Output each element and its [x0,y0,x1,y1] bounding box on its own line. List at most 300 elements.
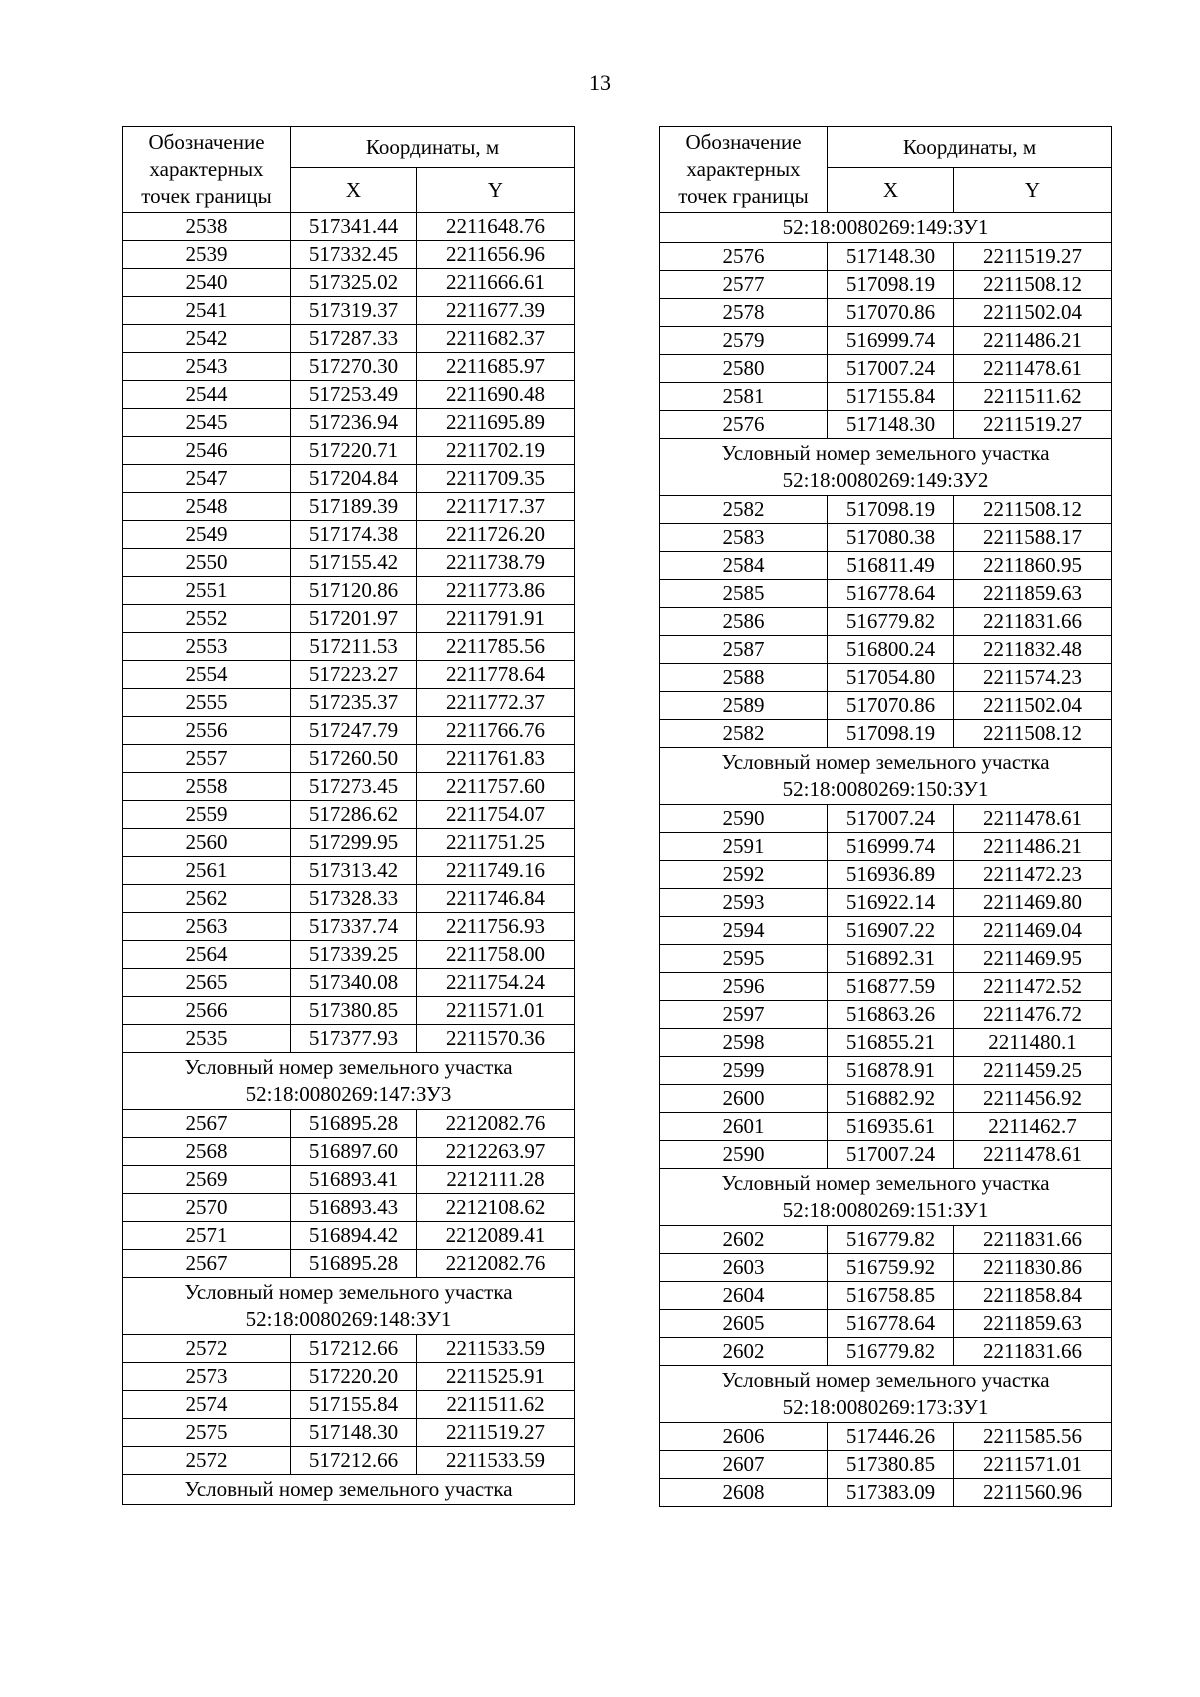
point-number: 2584 [660,552,828,580]
table-row [123,969,575,997]
x-coordinate: 516855.21 [828,1029,954,1057]
x-coordinate: 517273.45 [291,773,417,801]
x-coordinate: 516936.89 [828,861,954,889]
table-row [123,465,575,493]
x-coordinate: 517174.38 [291,521,417,549]
table-row [123,913,575,941]
coordinates-table-left [122,126,575,1505]
y-coordinate: 2211831.66 [954,608,1112,636]
point-number: 2572 [123,1447,291,1475]
y-coordinate: 2211478.61 [954,1141,1112,1169]
y-coordinate: 2211695.89 [417,409,575,437]
point-number: 2559 [123,801,291,829]
x-coordinate: 517383.09 [828,1479,954,1507]
table-row [660,1254,1112,1282]
point-number: 2576 [660,411,828,439]
y-coordinate: 2211702.19 [417,437,575,465]
table-row [660,299,1112,327]
y-coordinate: 2211830.86 [954,1254,1112,1282]
y-coordinate: 2211690.48 [417,381,575,409]
y-coordinate: 2211533.59 [417,1335,575,1363]
y-coordinate: 2211472.52 [954,973,1112,1001]
table-row [123,885,575,913]
y-coordinate: 2211588.17 [954,524,1112,552]
point-number: 2562 [123,885,291,913]
table-row [660,524,1112,552]
y-coordinate: 2211585.56 [954,1423,1112,1451]
table-row [123,353,575,381]
point-number: 2588 [660,664,828,692]
x-coordinate: 517070.86 [828,299,954,327]
section-title: Условный номер земельного участка 52:18:0080269:150:ЗУ1 [660,748,1112,805]
point-number: 2569 [123,1166,291,1194]
point-number: 2568 [123,1138,291,1166]
point-number: 2594 [660,917,828,945]
y-coordinate: 2211860.95 [954,552,1112,580]
y-coordinate: 2211682.37 [417,325,575,353]
x-coordinate: 517007.24 [828,1141,954,1169]
point-number: 2590 [660,1141,828,1169]
y-coordinate: 2211756.93 [417,913,575,941]
x-coordinate: 517148.30 [828,243,954,271]
y-coordinate: 2211773.86 [417,577,575,605]
y-coordinate: 2211459.25 [954,1057,1112,1085]
point-number: 2608 [660,1479,828,1507]
table-row [123,801,575,829]
table-row [123,381,575,409]
y-coordinate: 2211859.63 [954,1310,1112,1338]
section-row [123,1053,575,1110]
point-number: 2582 [660,496,828,524]
table-row [123,689,575,717]
point-number: 2607 [660,1451,828,1479]
table-row [660,664,1112,692]
x-coordinate: 517201.97 [291,605,417,633]
point-number: 2590 [660,805,828,833]
table-row [660,411,1112,439]
point-number: 2602 [660,1226,828,1254]
x-coordinate: 516778.64 [828,1310,954,1338]
table-row [123,1335,575,1363]
y-coordinate: 2212111.28 [417,1166,575,1194]
y-coordinate: 2211472.23 [954,861,1112,889]
point-number: 2553 [123,633,291,661]
table-row [123,1110,575,1138]
table-row [123,325,575,353]
table-row [660,805,1112,833]
table-row [123,1166,575,1194]
point-number: 2538 [123,213,291,241]
y-coordinate: 2211519.27 [954,243,1112,271]
y-coordinate: 2212082.76 [417,1250,575,1278]
table-row [660,945,1112,973]
y-coordinate: 2211570.36 [417,1025,575,1053]
x-coordinate: 517155.84 [828,383,954,411]
x-coordinate: 517212.66 [291,1447,417,1475]
point-number: 2606 [660,1423,828,1451]
table-row [123,521,575,549]
point-number: 2555 [123,689,291,717]
table-row [660,917,1112,945]
section-title: Условный номер земельного участка 52:18:0080269:148:ЗУ1 [123,1278,575,1335]
y-coordinate: 2211508.12 [954,496,1112,524]
point-number: 2589 [660,692,828,720]
section-title: 52:18:0080269:149:ЗУ1 [660,213,1112,243]
point-number: 2541 [123,297,291,325]
y-coordinate: 2211831.66 [954,1226,1112,1254]
table-row [123,1025,575,1053]
x-coordinate: 517341.44 [291,213,417,241]
y-coordinate: 2211478.61 [954,355,1112,383]
table-row [660,720,1112,748]
point-number: 2591 [660,833,828,861]
x-coordinate: 516892.31 [828,945,954,973]
x-coordinate: 517247.79 [291,717,417,745]
x-coordinate: 517236.94 [291,409,417,437]
x-coordinate: 516922.14 [828,889,954,917]
point-number: 2592 [660,861,828,889]
table-row [660,1479,1112,1507]
point-number: 2605 [660,1310,828,1338]
x-coordinate: 516935.61 [828,1113,954,1141]
point-number: 2572 [123,1335,291,1363]
x-coordinate: 517325.02 [291,269,417,297]
y-coordinate: 2211749.16 [417,857,575,885]
y-coordinate: 2211456.92 [954,1085,1112,1113]
x-coordinate: 516907.22 [828,917,954,945]
y-coordinate: 2212108.62 [417,1194,575,1222]
x-coordinate: 517220.20 [291,1363,417,1391]
point-number: 2578 [660,299,828,327]
table-row [660,327,1112,355]
point-number: 2564 [123,941,291,969]
y-coordinate: 2211754.07 [417,801,575,829]
table-row [660,1057,1112,1085]
x-coordinate: 517235.37 [291,689,417,717]
table-row [660,861,1112,889]
point-number: 2549 [123,521,291,549]
table-row [660,552,1112,580]
y-coordinate: 2211778.64 [417,661,575,689]
point-number: 2566 [123,997,291,1025]
table-row [123,1447,575,1475]
x-coordinate: 517098.19 [828,496,954,524]
x-coordinate: 516778.64 [828,580,954,608]
y-coordinate: 2211469.80 [954,889,1112,917]
y-coordinate: 2211738.79 [417,549,575,577]
x-coordinate: 517270.30 [291,353,417,381]
point-number: 2556 [123,717,291,745]
y-coordinate: 2211525.91 [417,1363,575,1391]
point-number: 2576 [660,243,828,271]
y-coordinate: 2211859.63 [954,580,1112,608]
x-coordinate: 517155.42 [291,549,417,577]
header-coords-label: Координаты, м [291,127,575,168]
x-coordinate: 516779.82 [828,608,954,636]
header-x-label: X [828,168,954,213]
y-coordinate: 2211511.62 [417,1391,575,1419]
x-coordinate: 517319.37 [291,297,417,325]
header-coords-label: Координаты, м [828,127,1112,168]
table-row [123,745,575,773]
point-number: 2547 [123,465,291,493]
x-coordinate: 517148.30 [828,411,954,439]
x-coordinate: 517148.30 [291,1419,417,1447]
table-row [123,773,575,801]
header-point-label: Обозначение характерных точек границы [660,127,828,213]
table-row [660,496,1112,524]
x-coordinate: 517260.50 [291,745,417,773]
point-number: 2575 [123,1419,291,1447]
section-row [123,1278,575,1335]
point-number: 2597 [660,1001,828,1029]
x-coordinate: 517380.85 [291,997,417,1025]
point-number: 2535 [123,1025,291,1053]
x-coordinate: 517120.86 [291,577,417,605]
section-row [123,1475,575,1505]
y-coordinate: 2211831.66 [954,1338,1112,1366]
table-row [123,1391,575,1419]
x-coordinate: 517332.45 [291,241,417,269]
x-coordinate: 516811.49 [828,552,954,580]
x-coordinate: 516779.82 [828,1226,954,1254]
page-number: 13 [589,70,611,95]
y-coordinate: 2211519.27 [954,411,1112,439]
section-title: Условный номер земельного участка 52:18:0080269:151:ЗУ1 [660,1169,1112,1226]
table-row [660,1226,1112,1254]
table-row [660,608,1112,636]
x-coordinate: 517299.95 [291,829,417,857]
y-coordinate: 2211478.61 [954,805,1112,833]
section-row [660,213,1112,243]
table-row [660,243,1112,271]
x-coordinate: 516894.42 [291,1222,417,1250]
x-coordinate: 516863.26 [828,1001,954,1029]
table-row [123,1419,575,1447]
x-coordinate: 517286.62 [291,801,417,829]
y-coordinate: 2211772.37 [417,689,575,717]
y-coordinate: 2211761.83 [417,745,575,773]
coordinates-table-left-body [123,213,575,1505]
point-number: 2587 [660,636,828,664]
table-row [123,297,575,325]
x-coordinate: 517189.39 [291,493,417,521]
y-coordinate: 2211717.37 [417,493,575,521]
table-row [123,437,575,465]
x-coordinate: 517340.08 [291,969,417,997]
point-number: 2552 [123,605,291,633]
y-coordinate: 2211486.21 [954,833,1112,861]
section-title: Условный номер земельного участка 52:18:0080269:147:ЗУ3 [123,1053,575,1110]
table-row [660,383,1112,411]
table-row [123,1194,575,1222]
x-coordinate: 516877.59 [828,973,954,1001]
y-coordinate: 2211486.21 [954,327,1112,355]
x-coordinate: 517007.24 [828,355,954,383]
x-coordinate: 517328.33 [291,885,417,913]
header-x-label: X [291,168,417,213]
table-row [660,580,1112,608]
y-coordinate: 2211791.91 [417,605,575,633]
x-coordinate: 517054.80 [828,664,954,692]
x-coordinate: 517080.38 [828,524,954,552]
point-number: 2604 [660,1282,828,1310]
x-coordinate: 516897.60 [291,1138,417,1166]
point-number: 2558 [123,773,291,801]
y-coordinate: 2211476.72 [954,1001,1112,1029]
x-coordinate: 517211.53 [291,633,417,661]
point-number: 2579 [660,327,828,355]
table-row [660,1029,1112,1057]
point-number: 2570 [123,1194,291,1222]
y-coordinate: 2211754.24 [417,969,575,997]
y-coordinate: 2211480.1 [954,1029,1112,1057]
point-number: 2577 [660,271,828,299]
y-coordinate: 2211746.84 [417,885,575,913]
point-number: 2599 [660,1057,828,1085]
x-coordinate: 517313.42 [291,857,417,885]
coordinates-table-right [659,126,1112,1507]
table-row [660,692,1112,720]
point-number: 2543 [123,353,291,381]
table-row [123,213,575,241]
y-coordinate: 2211462.7 [954,1113,1112,1141]
table-row [123,549,575,577]
y-coordinate: 2211502.04 [954,299,1112,327]
x-coordinate: 516758.85 [828,1282,954,1310]
x-coordinate: 517223.27 [291,661,417,689]
header-y-label: Y [954,168,1112,213]
section-title: Условный номер земельного участка 52:18:0080269:173:ЗУ1 [660,1366,1112,1423]
x-coordinate: 516779.82 [828,1338,954,1366]
y-coordinate: 2211560.96 [954,1479,1112,1507]
y-coordinate: 2211656.96 [417,241,575,269]
point-number: 2551 [123,577,291,605]
point-number: 2580 [660,355,828,383]
y-coordinate: 2211508.12 [954,271,1112,299]
y-coordinate: 2211571.01 [417,997,575,1025]
y-coordinate: 2211533.59 [417,1447,575,1475]
point-number: 2574 [123,1391,291,1419]
y-coordinate: 2211648.76 [417,213,575,241]
point-number: 2583 [660,524,828,552]
x-coordinate: 516882.92 [828,1085,954,1113]
point-number: 2581 [660,383,828,411]
header-y-label: Y [417,168,575,213]
x-coordinate: 516759.92 [828,1254,954,1282]
table-row [123,633,575,661]
y-coordinate: 2211511.62 [954,383,1112,411]
y-coordinate: 2211508.12 [954,720,1112,748]
table-row [660,1451,1112,1479]
table-row [123,577,575,605]
section-row [660,1366,1112,1423]
x-coordinate: 517007.24 [828,805,954,833]
x-coordinate: 516999.74 [828,833,954,861]
y-coordinate: 2212089.41 [417,1222,575,1250]
x-coordinate: 517339.25 [291,941,417,969]
table-row [660,1310,1112,1338]
table-row [660,1338,1112,1366]
header-point-label: Обозначение характерных точек границы [123,127,291,213]
y-coordinate: 2211766.76 [417,717,575,745]
y-coordinate: 2212082.76 [417,1110,575,1138]
table-row [660,271,1112,299]
y-coordinate: 2212263.97 [417,1138,575,1166]
table-row [123,605,575,633]
y-coordinate: 2211519.27 [417,1419,575,1447]
point-number: 2595 [660,945,828,973]
point-number: 2601 [660,1113,828,1141]
x-coordinate: 516893.43 [291,1194,417,1222]
x-coordinate: 517377.93 [291,1025,417,1053]
y-coordinate: 2211677.39 [417,297,575,325]
y-coordinate: 2211685.97 [417,353,575,381]
table-row [123,717,575,745]
point-number: 2567 [123,1250,291,1278]
point-number: 2596 [660,973,828,1001]
table-row [660,1001,1112,1029]
x-coordinate: 517253.49 [291,381,417,409]
x-coordinate: 516895.28 [291,1110,417,1138]
table-row [660,1141,1112,1169]
point-number: 2557 [123,745,291,773]
y-coordinate: 2211666.61 [417,269,575,297]
x-coordinate: 516999.74 [828,327,954,355]
x-coordinate: 517098.19 [828,720,954,748]
y-coordinate: 2211574.23 [954,664,1112,692]
point-number: 2540 [123,269,291,297]
table-row [123,1222,575,1250]
table-row [123,997,575,1025]
table-row [123,857,575,885]
table-row [123,269,575,297]
y-coordinate: 2211571.01 [954,1451,1112,1479]
table-row [123,829,575,857]
x-coordinate: 517098.19 [828,271,954,299]
table-row [123,241,575,269]
y-coordinate: 2211502.04 [954,692,1112,720]
table-row [123,493,575,521]
x-coordinate: 517204.84 [291,465,417,493]
point-number: 2602 [660,1338,828,1366]
table-row [660,973,1112,1001]
point-number: 2554 [123,661,291,689]
table-row [660,1423,1112,1451]
section-row [660,439,1112,496]
y-coordinate: 2211858.84 [954,1282,1112,1310]
section-title: Условный номер земельного участка 52:18:0080269:149:ЗУ2 [660,439,1112,496]
point-number: 2598 [660,1029,828,1057]
point-number: 2600 [660,1085,828,1113]
table-row [660,889,1112,917]
point-number: 2548 [123,493,291,521]
point-number: 2571 [123,1222,291,1250]
table-row [660,1282,1112,1310]
point-number: 2573 [123,1363,291,1391]
table-row [123,409,575,437]
table-row [660,833,1112,861]
point-number: 2545 [123,409,291,437]
y-coordinate: 2211726.20 [417,521,575,549]
point-number: 2586 [660,608,828,636]
table-row [123,661,575,689]
point-number: 2561 [123,857,291,885]
x-coordinate: 516895.28 [291,1250,417,1278]
y-coordinate: 2211469.95 [954,945,1112,973]
section-title: Условный номер земельного участка [123,1475,575,1505]
point-number: 2582 [660,720,828,748]
